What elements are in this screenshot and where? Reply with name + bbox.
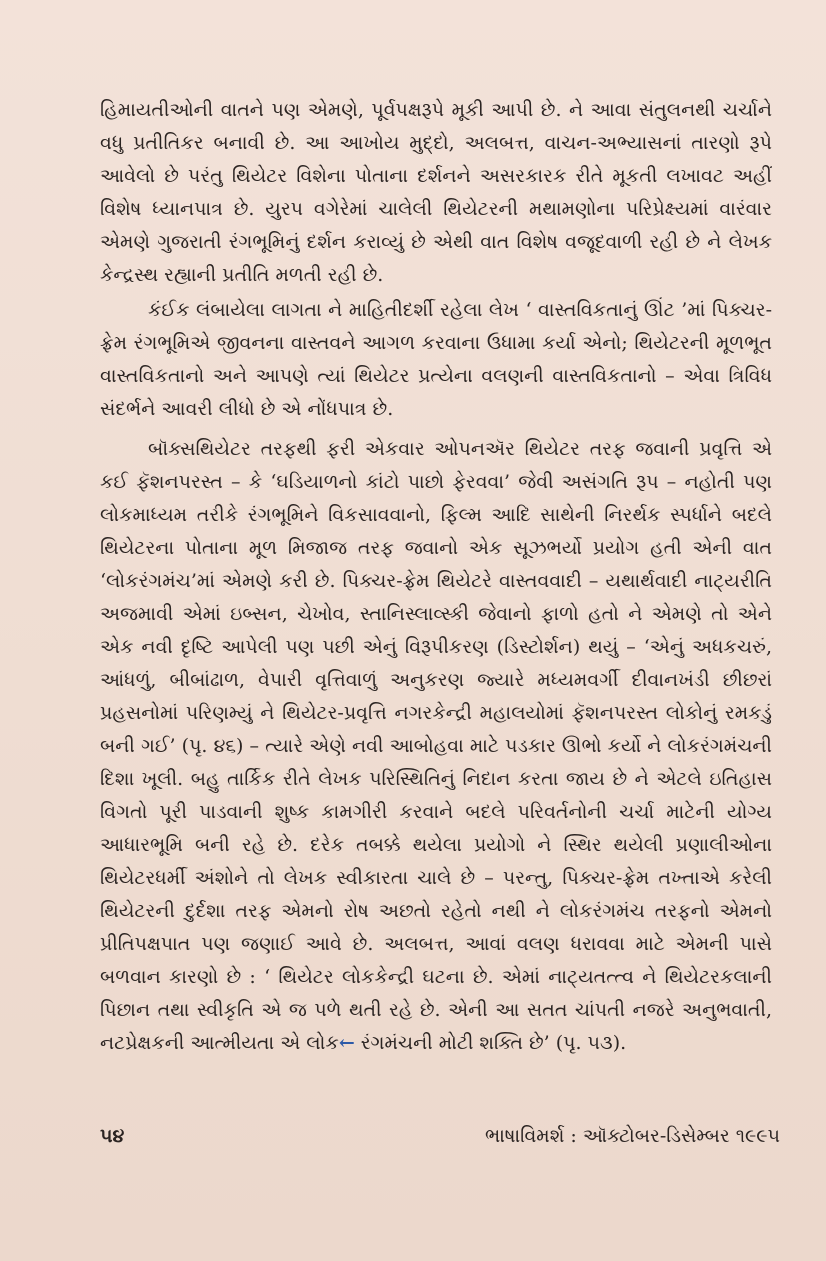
margin-pen-mark: ← bbox=[338, 1032, 355, 1054]
page-number: ૫૪ bbox=[100, 1125, 125, 1147]
page-footer bbox=[100, 1118, 780, 1154]
paragraph-3-continuation: રંગમંચની મોટી શક્તિ છે’ (પૃ. ૫૩). bbox=[360, 1032, 627, 1054]
paragraph-3-block bbox=[100, 433, 772, 1060]
paragraph-2: કંઈક લંબાયેલા લાગતા ને માહિતીદર્શી રહેલા લેખ ‘ વાસ્તવિકતાનું ઊંટ ’માં પિક્ચર-ફ્રેમ રંગભૂમિએ જીવનના વાસ્તવને આગળ કરવાના ઉધામા કર્યા એનો; થિયેટરની મૂળભૂત વાસ્તવિકતાનો અને આપણે ત્યાં થિયેટર પ્રત્યેના વલણની વાસ્તવિકતાનો – એવા ત્રિવિધ સંદર્ભને આવરી લીધો છે એ નોંધપાત્ર છે. bbox=[100, 299, 772, 420]
paragraph-3 bbox=[100, 433, 772, 1060]
paragraph-1: હિમાયતીઓની વાતને પણ એમણે, પૂર્વપક્ષરૂપે મૂકી આપી છે. ને આવા સંતુલનથી ચર્ચાને વધુ પ્રતીતિકર બનાવી છે. આ આખોય મુદ્દો, અલબત્ત, વાચન-અભ્યાસનાં તારણો રૂપે આવેલો છે પરંતુ થિયેટર વિશેના પોતાના દર્શનને અસરકારક રીતે મૂકતી લખાવટ અહીં વિશેષ ધ્યાનપાત્ર છે. યુરપ વગેરેમાં ચાલેલી થિયેટરની મથામણોના પરિપ્રેક્ષ્યમાં વારંવાર એમણે ગુજરાતી રંગભૂમિનું દર્શન કરાવ્યું છે એથી વાત વિશેષ વજૂદવાળી રહી છે ને લેખક કેન્દ્રસ્થ રહ્યાની પ્રતીતિ મળતી રહી છે. bbox=[100, 99, 772, 286]
paragraph-1-block bbox=[100, 94, 772, 292]
paragraph-3-text: બૉક્સથિયેટર તરફથી ફરી એકવાર ઓપનઍર થિયેટર તરફ જવાની પ્રવૃત્તિ એ કઈ ફૅશનપરસ્ત – કે ‘ઘડિયાળનો કાંટો પાછો ફેરવવા’ જેવી અસંગતિ રૂપ – નહોતી પણ લોકમાધ્યમ તરીકે રંગભૂમિને વિકસાવવાનો, ફિલ્મ આદિ સાથેની નિરર્થક સ્પર્ધાને બદલે થિયેટરના પોતાના મૂળ મિજાજ તરફ જવાનો એક સૂઝભર્યો પ્રયોગ હતી એની વાત ‘લોકરંગમંચ’માં એમણે કરી છે. પિક્ચર-ફ્રેમ થિયેટરે વાસ્તવવાદી – યથાર્થવાદી નાટ્યરીતિ અજમાવી એમાં ઇબ્સન, ચેખોવ, સ્તાનિસ્લાવ્સ્કી જેવાનો ફાળો હતો ને એમણે તો એને એક નવી દૃષ્ટિ આપેલી પણ પછી એનું વિરૂપીકરણ (ડિસ્ટોર્શન) થયું – ‘એનું અધકચરું, આંધળું, બીબાંઢાળ, વેપારી વૃત્તિવાળું અનુકરણ જ્યારે મધ્યમવર્ગી દીવાનખંડી છીછરાં પ્રહસનોમાં પરિણમ્યું ને થિયેટર-પ્રવૃત્તિ નગરકેન્દ્રી મહાલયોમાં ફૅશનપરસ્ત લોકોનું રમકડું બની ગઈ’ (પૃ. ૪૬) – ત્યારે એણે નવી આબોહવા માટે પડકાર ઊભો કર્યો ને લોકરંગમંચની દિશા ખૂલી. બહુ તાર્કિક રીતે લેખક પરિસ્થિતિનું નિદાન કરતા જાય છે ને એટલે ઇતિહાસ વિગતો પૂરી પાડવાની શુષ્ક કામગીરી કરવાને બદલે પરિવર્તનોની ચર્ચા માટેની યોગ્ય આધારભૂમિ બની રહે છે. દરેક તબક્કે થયેલા પ્રયોગો ને સ્થિર થયેલી પ્રણાલીઓના થિયેટરધર્મી અંશોને તો લેખક સ્વીકારતા ચાલે છે – પરન્તુ, પિક્ચર-ફ્રેમ તખ્તાએ કરેલી થિયેટરની દુર્દશા તરફ એમનો રોષ અછતો રહેતો નથી ને લોકરંગમંચ તરફનો એમનો પ્રીતિપક્ષપાત પણ જણાઈ આવે છે. અલબત્ત, આવાં વલણ ધરાવવા માટે એમની પાસે બળવાન કારણો છે : ‘ થિયેટર લોકકેન્દ્રી ઘટના છે. એમાં નાટ્યતત્ત્વ ને થિયેટરકલાની પિછાન તથા સ્વીકૃતિ એ જ પળે થતી રહે છે. એની આ સતત ચાંપતી નજરે અનુભવાતી, નટપ્રેક્ષકની આત્મીયતા એ લોક bbox=[100, 438, 772, 1054]
journal-info: ભાષાવિમર્શ : ઑક્ટોબર-ડિસેમ્બર ૧૯૯૫ bbox=[485, 1125, 780, 1147]
paragraph-2-block bbox=[100, 294, 772, 426]
